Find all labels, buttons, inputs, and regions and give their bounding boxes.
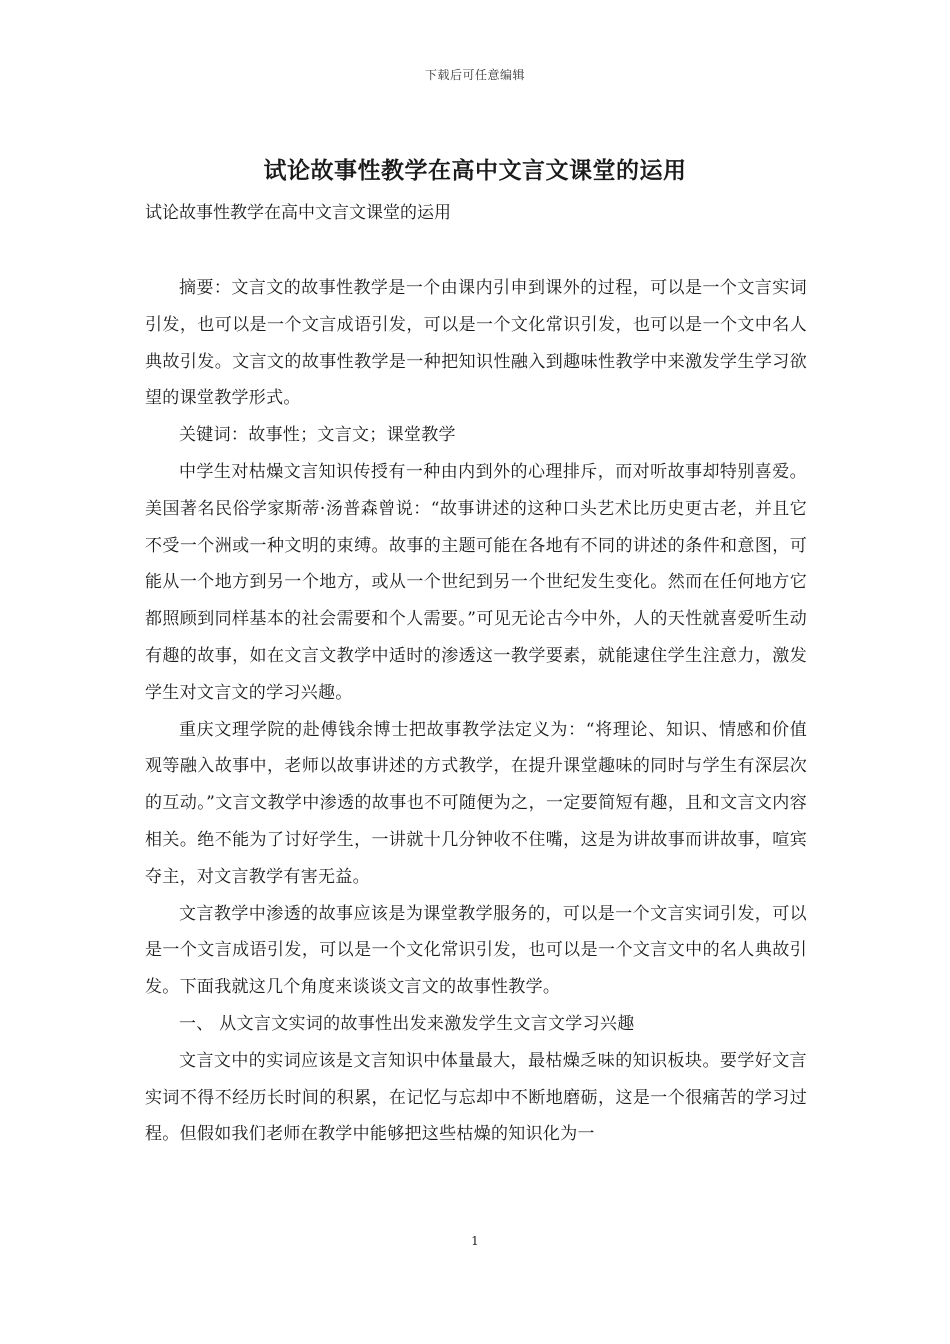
header-note: 下载后可任意编辑 [424,68,525,82]
document-body [145,198,807,1153]
abstract-paragraph: 摘要：文言文的故事性教学是一个由课内引申到课外的过程，可以是一个文言实词引发，也可以是一个文言成语引发，可以是一个文化常识引发，也可以是一个文中名人典故引发。文言文的故事性教学是一种把知识性融入到趣味性教学中来激发学生学习欲望的课堂教学形式。 [145,278,807,409]
body-paragraph: 中学生对枯燥文言知识传授有一种由内到外的心理排斥，而对听故事却特别喜爱。美国著名民俗学家斯蒂·汤普森曾说：“故事讲述的这种口头艺术比历史更古老，并且它不受一个洲或一种文明的束缚。故事的主题可能在各地有不同的讲述的条件和意图，可能从一个地方到另一个地方，或从一个世纪到另一个世纪发生变化。然而在任何地方它都照顾到同样基本的社会需要和个人需要。”可见无论古今中外，人的天性就喜爱听生动有趣的故事，如在文言文教学中适时的渗透这一教学要素，就能逮住学生注意力，激发学生对文言文的学习兴趣。 [145,461,807,703]
document-subtitle: 试论故事性教学在高中文言文课堂的运用 [145,203,451,223]
body-paragraph: 重庆文理学院的赴傅钱余博士把故事教学法定义为：“将理论、知识、情感和价值观等融入故事中，老师以故事讲述的方式教学，在提升课堂趣味的同时与学生有深层次的互动。”文言文教学中渗透的故事也不可随便为之，一定要简短有趣，且和文言文内容相关。绝不能为了讨好学生，一讲就十几分钟收不住嘴，这是为讲故事而讲故事，喧宾夺主，对文言教学有害无益。 [145,719,807,887]
body-paragraph: 文言文中的实词应该是文言知识中体量最大，最枯燥乏味的知识板块。要学好文言实词不得不经历长时间的积累，在记忆与忘却中不断地磨砺，这是一个很痛苦的学习过程。但假如我们老师在教学中能够把这些枯燥的知识化为一 [145,1050,807,1145]
keywords-paragraph: 关键词：故事性；文言文；课堂教学 [179,425,456,446]
page-number: 1 [471,1234,479,1248]
body-paragraph: 文言教学中渗透的故事应该是为课堂教学服务的，可以是一个文言实词引发，可以是一个文言成语引发，可以是一个文化常识引发，也可以是一个文言文中的名人典故引发。下面我就这几个角度来谈谈文言文的故事性教学。 [145,903,807,998]
section-heading: 一、 从文言文实词的故事性出发来激发学生文言文学习兴趣 [179,1013,635,1034]
document-title: 试论故事性教学在高中文言文课堂的运用 [263,157,687,184]
